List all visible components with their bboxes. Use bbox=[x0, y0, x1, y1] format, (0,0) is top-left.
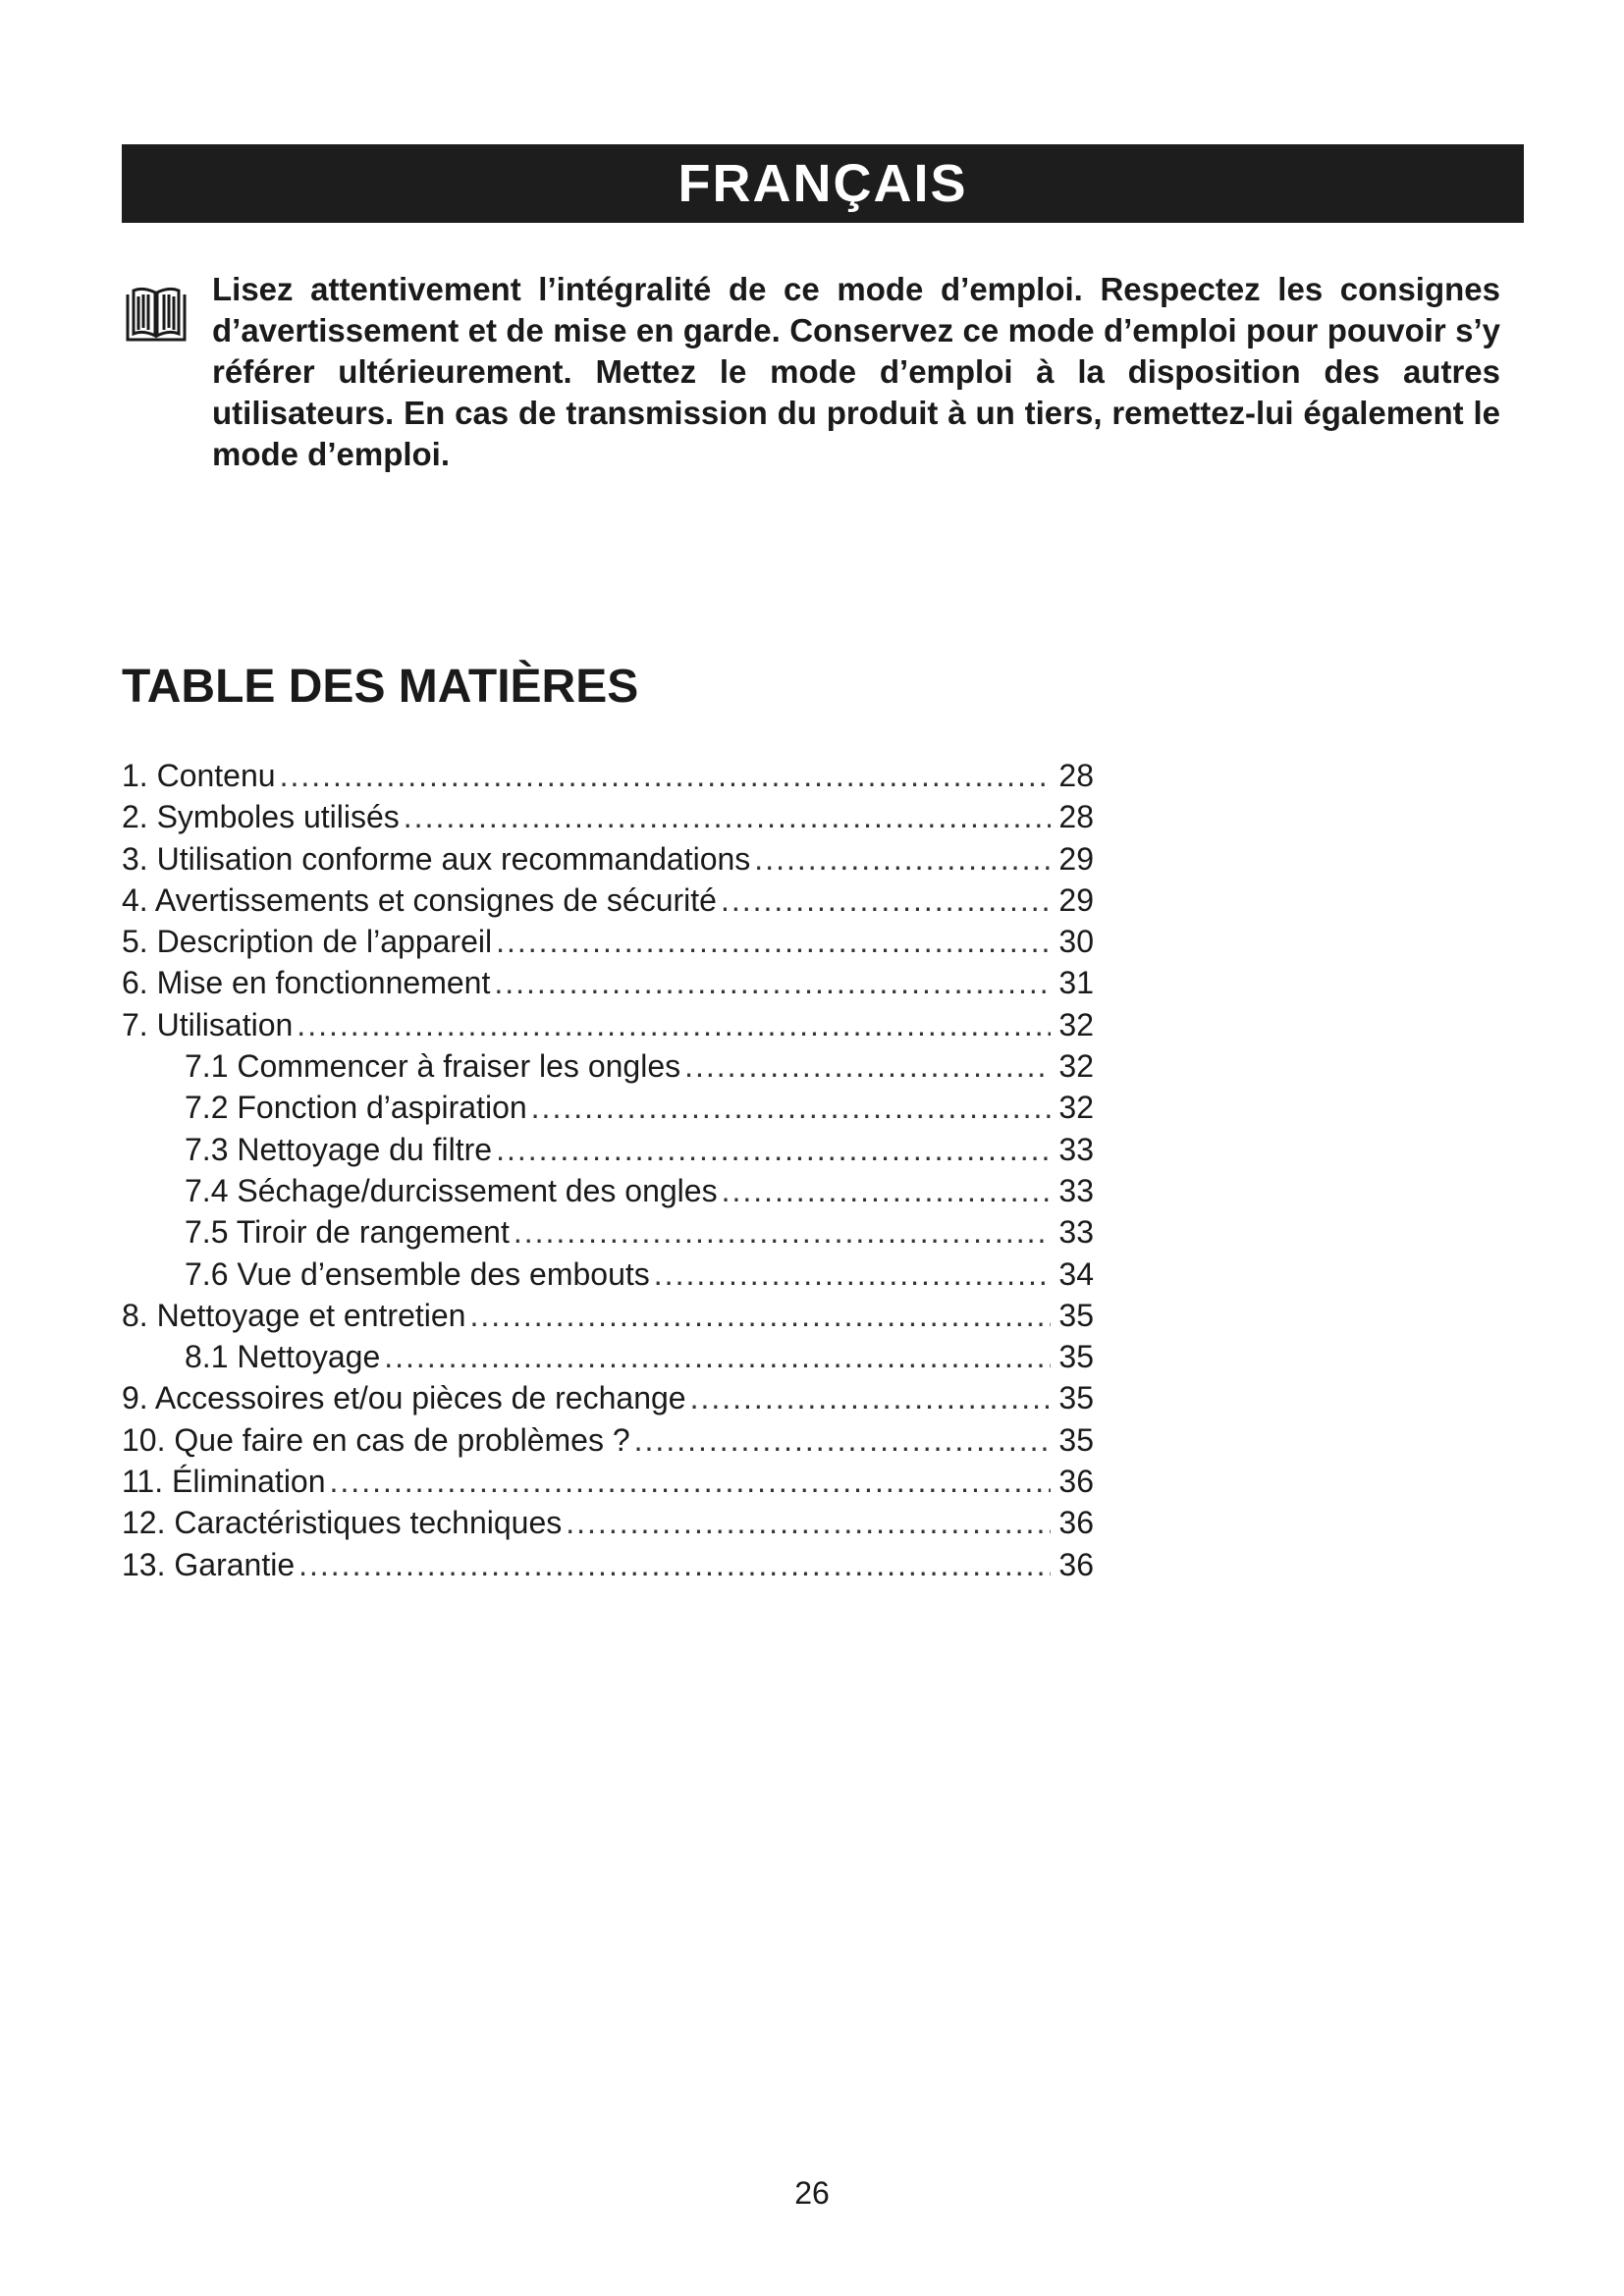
toc-entry-title: 7.2 Fonction d’aspiration bbox=[185, 1090, 527, 1126]
toc-entry-page: 35 bbox=[1058, 1380, 1094, 1416]
toc-dot-leader bbox=[514, 1214, 1051, 1251]
language-banner bbox=[122, 144, 1524, 223]
toc-entry-title: 13. Garantie bbox=[122, 1546, 296, 1582]
toc-dot-leader bbox=[298, 1547, 1051, 1583]
intro-text: Lisez attentivement l’intégralité de ce mode d’emploi. Respectez les consignes d’avertissement et de mise en garde. Conservez ce mode d’emploi pour pouvoir s’y référer ultérieurement. Mettez le mode d’emploi à la disposition des autres utilisateurs. En cas de transmission du produit à un tiers, remettez-lui également le mode d’emploi. bbox=[212, 271, 1500, 472]
open-book-icon bbox=[122, 281, 190, 349]
toc-entry-title: 7.5 Tiroir de rangement bbox=[185, 1214, 510, 1251]
toc-dot-leader bbox=[280, 758, 1051, 794]
toc-entry-title: 8. Nettoyage et entretien bbox=[122, 1297, 466, 1333]
toc-entry-title: 4. Avertissements et consignes de sécurité bbox=[122, 881, 717, 918]
toc-entry-title: 3. Utilisation conforme aux recommandations bbox=[122, 840, 751, 877]
toc-dot-leader bbox=[721, 882, 1051, 919]
toc-entry-title: 10. Que faire en cas de problèmes ? bbox=[122, 1421, 630, 1458]
toc-entry-title: 12. Caractéristiques techniques bbox=[122, 1505, 563, 1541]
toc-dot-leader bbox=[722, 1173, 1051, 1209]
toc-dot-leader bbox=[404, 799, 1051, 835]
toc-entry bbox=[122, 1339, 1094, 1380]
toc-entry bbox=[122, 1298, 1094, 1339]
toc-dot-leader bbox=[384, 1339, 1051, 1375]
page-number: 26 bbox=[794, 2175, 830, 2211]
toc-dot-leader bbox=[566, 1505, 1051, 1541]
toc-dot-leader bbox=[684, 1048, 1051, 1085]
table-of-contents bbox=[122, 758, 1094, 1588]
toc-entry bbox=[122, 1256, 1094, 1298]
toc-entry bbox=[122, 1132, 1094, 1173]
toc-entry-page: 30 bbox=[1058, 924, 1094, 960]
toc-entry-title: 11. Élimination bbox=[122, 1464, 326, 1500]
toc-entry bbox=[122, 1090, 1094, 1131]
toc-dot-leader bbox=[531, 1090, 1051, 1126]
toc-entry-page: 35 bbox=[1058, 1339, 1094, 1375]
toc-entry bbox=[122, 799, 1094, 840]
toc-entry bbox=[122, 1464, 1094, 1505]
toc-entry-page: 36 bbox=[1058, 1546, 1094, 1582]
toc-entry bbox=[122, 1214, 1094, 1255]
toc-entry-title: 7.4 Séchage/durcissement des ongles bbox=[185, 1172, 718, 1208]
toc-entry-page: 36 bbox=[1058, 1464, 1094, 1500]
toc-entry-title: 1. Contenu bbox=[122, 758, 276, 793]
toc-entry-title: 9. Accessoires et/ou pièces de rechange bbox=[122, 1380, 686, 1416]
toc-entry-title: 8.1 Nettoyage bbox=[185, 1339, 381, 1375]
toc-entry bbox=[122, 965, 1094, 1006]
toc-dot-leader bbox=[754, 841, 1051, 878]
toc-entry bbox=[122, 1547, 1094, 1588]
toc-entry-page: 35 bbox=[1058, 1297, 1094, 1333]
toc-dot-leader bbox=[496, 1132, 1051, 1168]
toc-entry-title: 7. Utilisation bbox=[122, 1006, 294, 1042]
toc-entry-page: 28 bbox=[1058, 799, 1094, 835]
toc-entry bbox=[122, 882, 1094, 924]
toc-entry-title: 7.1 Commencer à fraiser les ongles bbox=[185, 1048, 681, 1085]
toc-dot-leader bbox=[469, 1298, 1051, 1334]
toc-dot-leader bbox=[654, 1256, 1051, 1293]
toc-entry-page: 32 bbox=[1058, 1090, 1094, 1126]
toc-entry-page: 31 bbox=[1058, 965, 1094, 1001]
toc-entry bbox=[122, 1422, 1094, 1464]
toc-entry bbox=[122, 924, 1094, 965]
toc-entry bbox=[122, 1380, 1094, 1421]
toc-entry-title: 7.3 Nettoyage du filtre bbox=[185, 1131, 493, 1167]
toc-entry-title: 5. Description de l’appareil bbox=[122, 924, 493, 960]
toc-entry bbox=[122, 1048, 1094, 1090]
toc-heading: TABLE DES MATIÈRES bbox=[122, 661, 639, 713]
toc-dot-leader bbox=[494, 965, 1051, 1001]
toc-entry-page: 33 bbox=[1058, 1214, 1094, 1251]
toc-entry-page: 32 bbox=[1058, 1048, 1094, 1085]
toc-entry bbox=[122, 1505, 1094, 1546]
toc-entry bbox=[122, 1007, 1094, 1048]
toc-dot-leader bbox=[634, 1422, 1051, 1459]
toc-entry-page: 29 bbox=[1058, 840, 1094, 877]
language-title: FRANÇAIS bbox=[677, 154, 968, 213]
toc-entry-page: 36 bbox=[1058, 1505, 1094, 1541]
toc-entry-page: 35 bbox=[1058, 1421, 1094, 1458]
toc-entry-page: 33 bbox=[1058, 1131, 1094, 1167]
toc-dot-leader bbox=[330, 1464, 1051, 1500]
toc-entry-title: 2. Symboles utilisés bbox=[122, 799, 400, 835]
toc-entry-page: 32 bbox=[1058, 1006, 1094, 1042]
toc-dot-leader bbox=[297, 1007, 1051, 1043]
toc-dot-leader bbox=[690, 1380, 1051, 1416]
toc-dot-leader bbox=[496, 924, 1051, 960]
toc-entry-title: 6. Mise en fonctionnement bbox=[122, 965, 491, 1001]
toc-entry bbox=[122, 758, 1094, 799]
toc-entry-page: 33 bbox=[1058, 1172, 1094, 1208]
toc-entry-title: 7.6 Vue d’ensemble des embouts bbox=[185, 1255, 650, 1292]
toc-entry-page: 29 bbox=[1058, 881, 1094, 918]
toc-entry-page: 34 bbox=[1058, 1255, 1094, 1292]
toc-entry-page: 28 bbox=[1058, 758, 1094, 793]
toc-entry bbox=[122, 841, 1094, 882]
toc-entry bbox=[122, 1173, 1094, 1214]
